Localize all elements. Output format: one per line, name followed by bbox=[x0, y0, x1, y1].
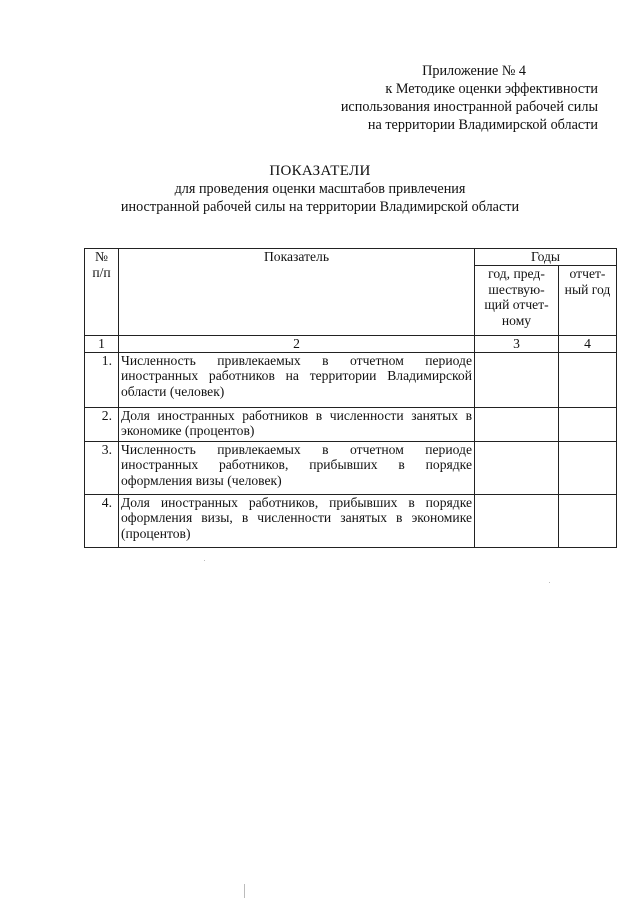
scan-speck bbox=[549, 582, 550, 583]
document-heading bbox=[0, 162, 640, 216]
index-row bbox=[85, 336, 617, 353]
row-report-year-value bbox=[559, 441, 617, 494]
header-num: № п/п bbox=[85, 249, 119, 336]
row-number: 1. bbox=[85, 352, 119, 407]
row-prev-year-value bbox=[475, 352, 559, 407]
heading-subtitle-line: иностранной рабочей силы на территории Владимирской области bbox=[120, 199, 520, 215]
scan-speck bbox=[204, 560, 205, 561]
appendix-block bbox=[298, 62, 598, 134]
row-prev-year-value bbox=[475, 494, 559, 547]
row-prev-year-value bbox=[475, 407, 559, 441]
heading-subtitle-line: для проведения оценки масштабов привлечения bbox=[174, 181, 466, 197]
index-cell: 2 bbox=[119, 336, 475, 353]
row-report-year-value bbox=[559, 352, 617, 407]
header-report-year: отчет- ный год bbox=[559, 266, 617, 336]
row-report-year-value bbox=[559, 494, 617, 547]
appendix-line: к Методике оценки эффективности bbox=[385, 81, 598, 97]
heading-title: ПОКАЗАТЕЛИ bbox=[269, 163, 371, 179]
row-indicator-text: Численность привлекаемых в отчетном периоде иностранных работников, прибывших в порядке оформления визы (человек) bbox=[119, 441, 475, 494]
appendix-line: на территории Владимирской области bbox=[367, 117, 598, 133]
appendix-title: Приложение № 4 bbox=[422, 63, 526, 79]
table-row bbox=[85, 494, 617, 547]
row-prev-year-value bbox=[475, 441, 559, 494]
row-number: 4. bbox=[85, 494, 119, 547]
row-number: 2. bbox=[85, 407, 119, 441]
table-row bbox=[85, 352, 617, 407]
table-row bbox=[85, 407, 617, 441]
scan-speck bbox=[244, 884, 245, 898]
index-cell: 4 bbox=[559, 336, 617, 353]
header-years: Годы bbox=[475, 249, 617, 266]
index-cell: 1 bbox=[85, 336, 119, 353]
index-cell: 3 bbox=[475, 336, 559, 353]
row-indicator-text: Доля иностранных работников, прибывших в порядке оформления визы, в численности занятых в экономике (процентов) bbox=[119, 494, 475, 547]
appendix-line: использования иностранной рабочей силы bbox=[340, 99, 598, 115]
row-indicator-text: Численность привлекаемых в отчетном периоде иностранных работников на территории Владимирской области (человек) bbox=[119, 352, 475, 407]
row-report-year-value bbox=[559, 407, 617, 441]
table-row bbox=[85, 441, 617, 494]
row-indicator-text: Доля иностранных работников в численности занятых в экономике (процентов) bbox=[119, 407, 475, 441]
indicators-table bbox=[84, 248, 617, 548]
header-indicator: Показатель bbox=[119, 249, 475, 336]
header-prev-year: год, пред- шествую- щий отчет- ному bbox=[475, 266, 559, 336]
row-number: 3. bbox=[85, 441, 119, 494]
